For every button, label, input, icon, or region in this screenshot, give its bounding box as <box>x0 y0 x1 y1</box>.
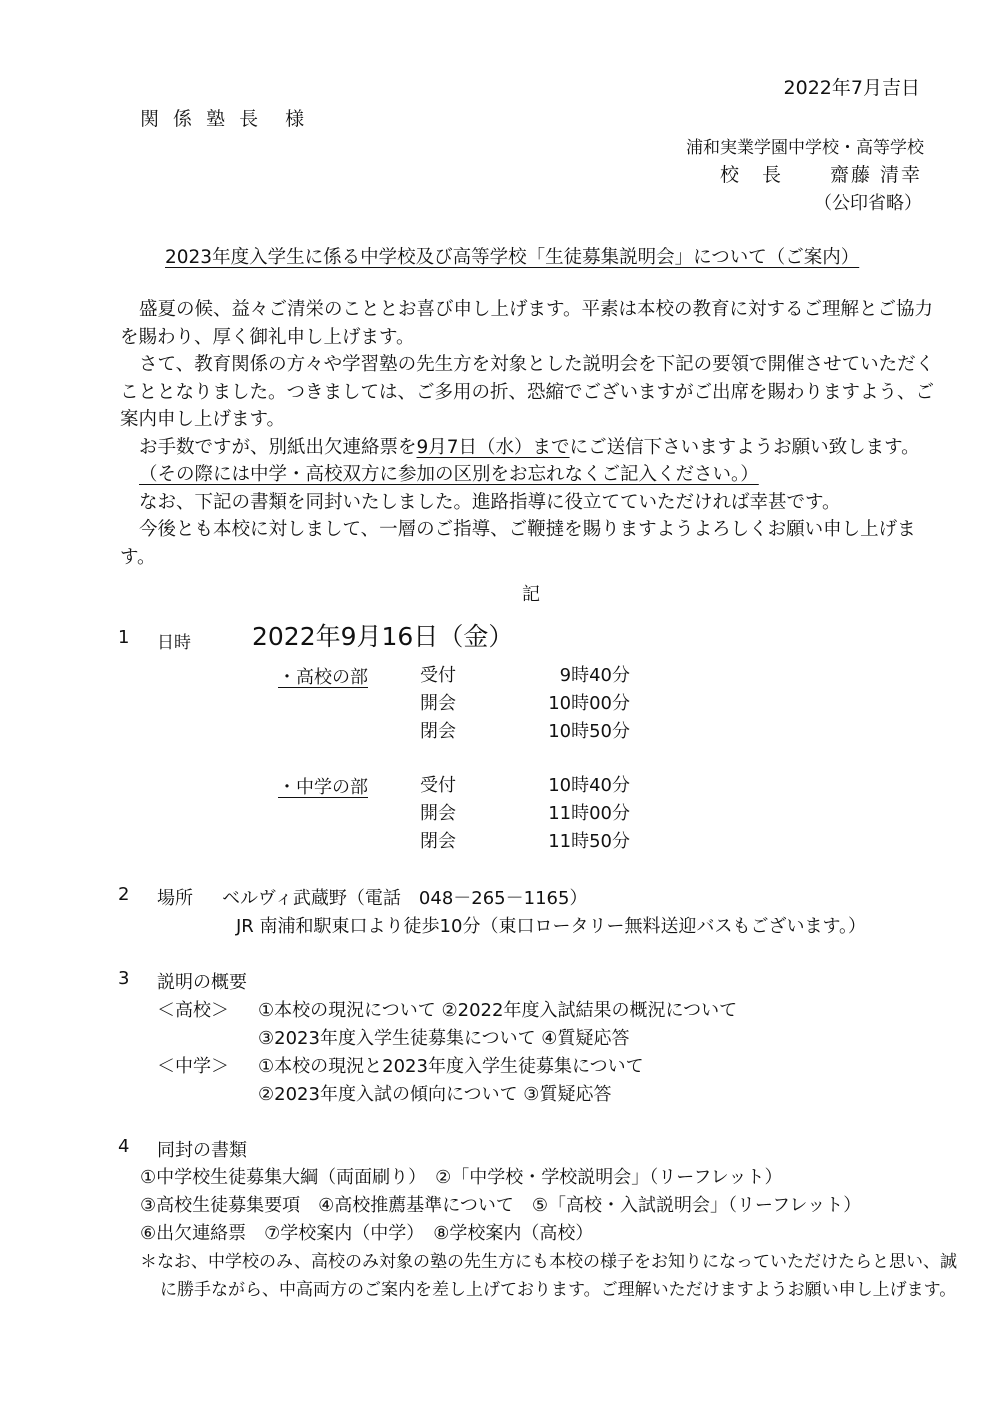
venue-access: JR 南浦和駅東口より徒歩10分（東口ロータリー無料送迎バスもございます。） <box>236 916 866 937</box>
event-date: 2022年9月16日（金） <box>252 622 514 651</box>
schedule-label: 受付 <box>420 665 456 686</box>
recipient: 関 係 塾 長 様 <box>140 108 309 130</box>
schedule-label: 開会 <box>420 803 456 824</box>
sender-title: 校 長 <box>720 164 784 186</box>
document-title: 2023年度入学生に係る中学校及び高等学校「生徒募集説明会」について（ご案内） <box>165 247 860 268</box>
high-school-overview-line: ③2023年度入学生徒募集について ④質疑応答 <box>258 1028 630 1049</box>
venue: ベルヴィ武蔵野（電話 048－265－1165） <box>222 888 588 909</box>
high-school-schedule <box>420 660 630 744</box>
closing-paragraph: 今後とも本校に対しまして、一層のご指導、ご鞭撻を賜りますようよろしくお願い申し上げます。 <box>120 519 916 568</box>
section1-label: 日時 <box>157 633 191 653</box>
reply-note-paragraph <box>120 461 940 489</box>
section3-number: 3 <box>118 968 130 989</box>
schedule-row <box>420 688 630 716</box>
junior-high-session-label: ・中学の部 <box>278 777 368 798</box>
high-school-overview-label: ＜高校＞ <box>157 1000 229 1021</box>
sender-name: 齋藤 清幸 <box>829 164 922 186</box>
reply-request-paragraph <box>120 434 940 462</box>
schedule-label: 開会 <box>420 693 456 714</box>
schedule-time: 10時40分 <box>548 775 630 796</box>
schedule-label: 閉会 <box>420 831 456 852</box>
schedule-label: 閉会 <box>420 721 456 742</box>
reply-deadline: 9月7日（水）まで <box>416 436 570 458</box>
enclosure-note: ＊なお、中学校のみ、高校のみ対象の塾の先生方にも本校の様子をお知りになっていただけたらと思い、誠 <box>140 1252 958 1272</box>
junior-high-overview-label: ＜中学＞ <box>157 1056 229 1077</box>
junior-high-overview-line: ②2023年度入試の傾向について ③質疑応答 <box>258 1084 612 1105</box>
junior-high-schedule <box>420 770 630 854</box>
schedule-row <box>420 660 630 688</box>
enclosure-paragraph: なお、下記の書類を同封いたしました。進路指導に役立てていただければ幸甚です。 <box>139 491 841 513</box>
invitation-paragraph: さて、教育関係の方々や学習塾の先生方を対象とした説明会を下記の要領で開催させていただくこととなりました。つきましては、ご多用の折、恐縮でございますがご出席を賜わりますよう、ご案内申し上げます。 <box>120 354 935 430</box>
enclosure-note: に勝手ながら、中高両方のご案内を差し上げております。ご理解いただけますようお願い申し上げます。 <box>160 1280 957 1300</box>
schedule-label: 受付 <box>420 775 456 796</box>
schedule-time: 11時50分 <box>548 831 630 852</box>
junior-high-overview-line: ①本校の現況と2023年度入学生徒募集について <box>258 1056 644 1077</box>
reply-request-pre: お手数ですが、別紙出欠連絡票を <box>139 436 417 458</box>
schedule-time: 10時50分 <box>548 721 630 742</box>
reply-request-post: にご送信下さいますようお願い致します。 <box>569 436 920 458</box>
schedule-row <box>420 826 630 854</box>
section4-number: 4 <box>118 1136 130 1157</box>
high-school-session-label: ・高校の部 <box>278 667 368 688</box>
section2-number: 2 <box>118 884 130 905</box>
document-date: 2022年7月吉日 <box>783 77 920 99</box>
schedule-row <box>420 798 630 826</box>
enclosure-line: ⑥出欠連絡票 ⑦学校案内（中学） ⑧学校案内（高校） <box>140 1223 594 1244</box>
seal-note: （公印省略） <box>814 193 922 214</box>
high-school-overview-line: ①本校の現況について ②2022年度入試結果の概況について <box>258 1000 738 1021</box>
section2-label: 場所 <box>157 888 193 909</box>
section1-number: 1 <box>118 627 130 648</box>
schedule-time: 9時40分 <box>559 665 630 686</box>
ki-heading: 記 <box>522 584 540 605</box>
schedule-row <box>420 716 630 744</box>
sender-organization: 浦和実業学園中学校・高等学校 <box>686 138 924 158</box>
letter-body <box>120 296 940 571</box>
enclosure-line: ③高校生徒募集要項 ④高校推薦基準について ⑤「高校・入試説明会」（リーフレット） <box>140 1195 862 1216</box>
enclosure-line: ①中学校生徒募集大綱（両面刷り） ②「中学校・学校説明会」（リーフレット） <box>140 1167 783 1188</box>
reply-note: （その際には中学・高校双方に参加の区別をお忘れなくご記入ください。） <box>139 464 759 485</box>
schedule-row <box>420 770 630 798</box>
schedule-time: 10時00分 <box>548 693 630 714</box>
schedule-time: 11時00分 <box>548 803 630 824</box>
section4-label: 同封の書類 <box>157 1140 247 1161</box>
greeting-paragraph: 盛夏の候、益々ご清栄のこととお喜び申し上げます。平素は本校の教育に対するご理解とご協力を賜わり、厚く御礼申し上げます。 <box>120 299 934 348</box>
section3-label: 説明の概要 <box>157 972 247 993</box>
